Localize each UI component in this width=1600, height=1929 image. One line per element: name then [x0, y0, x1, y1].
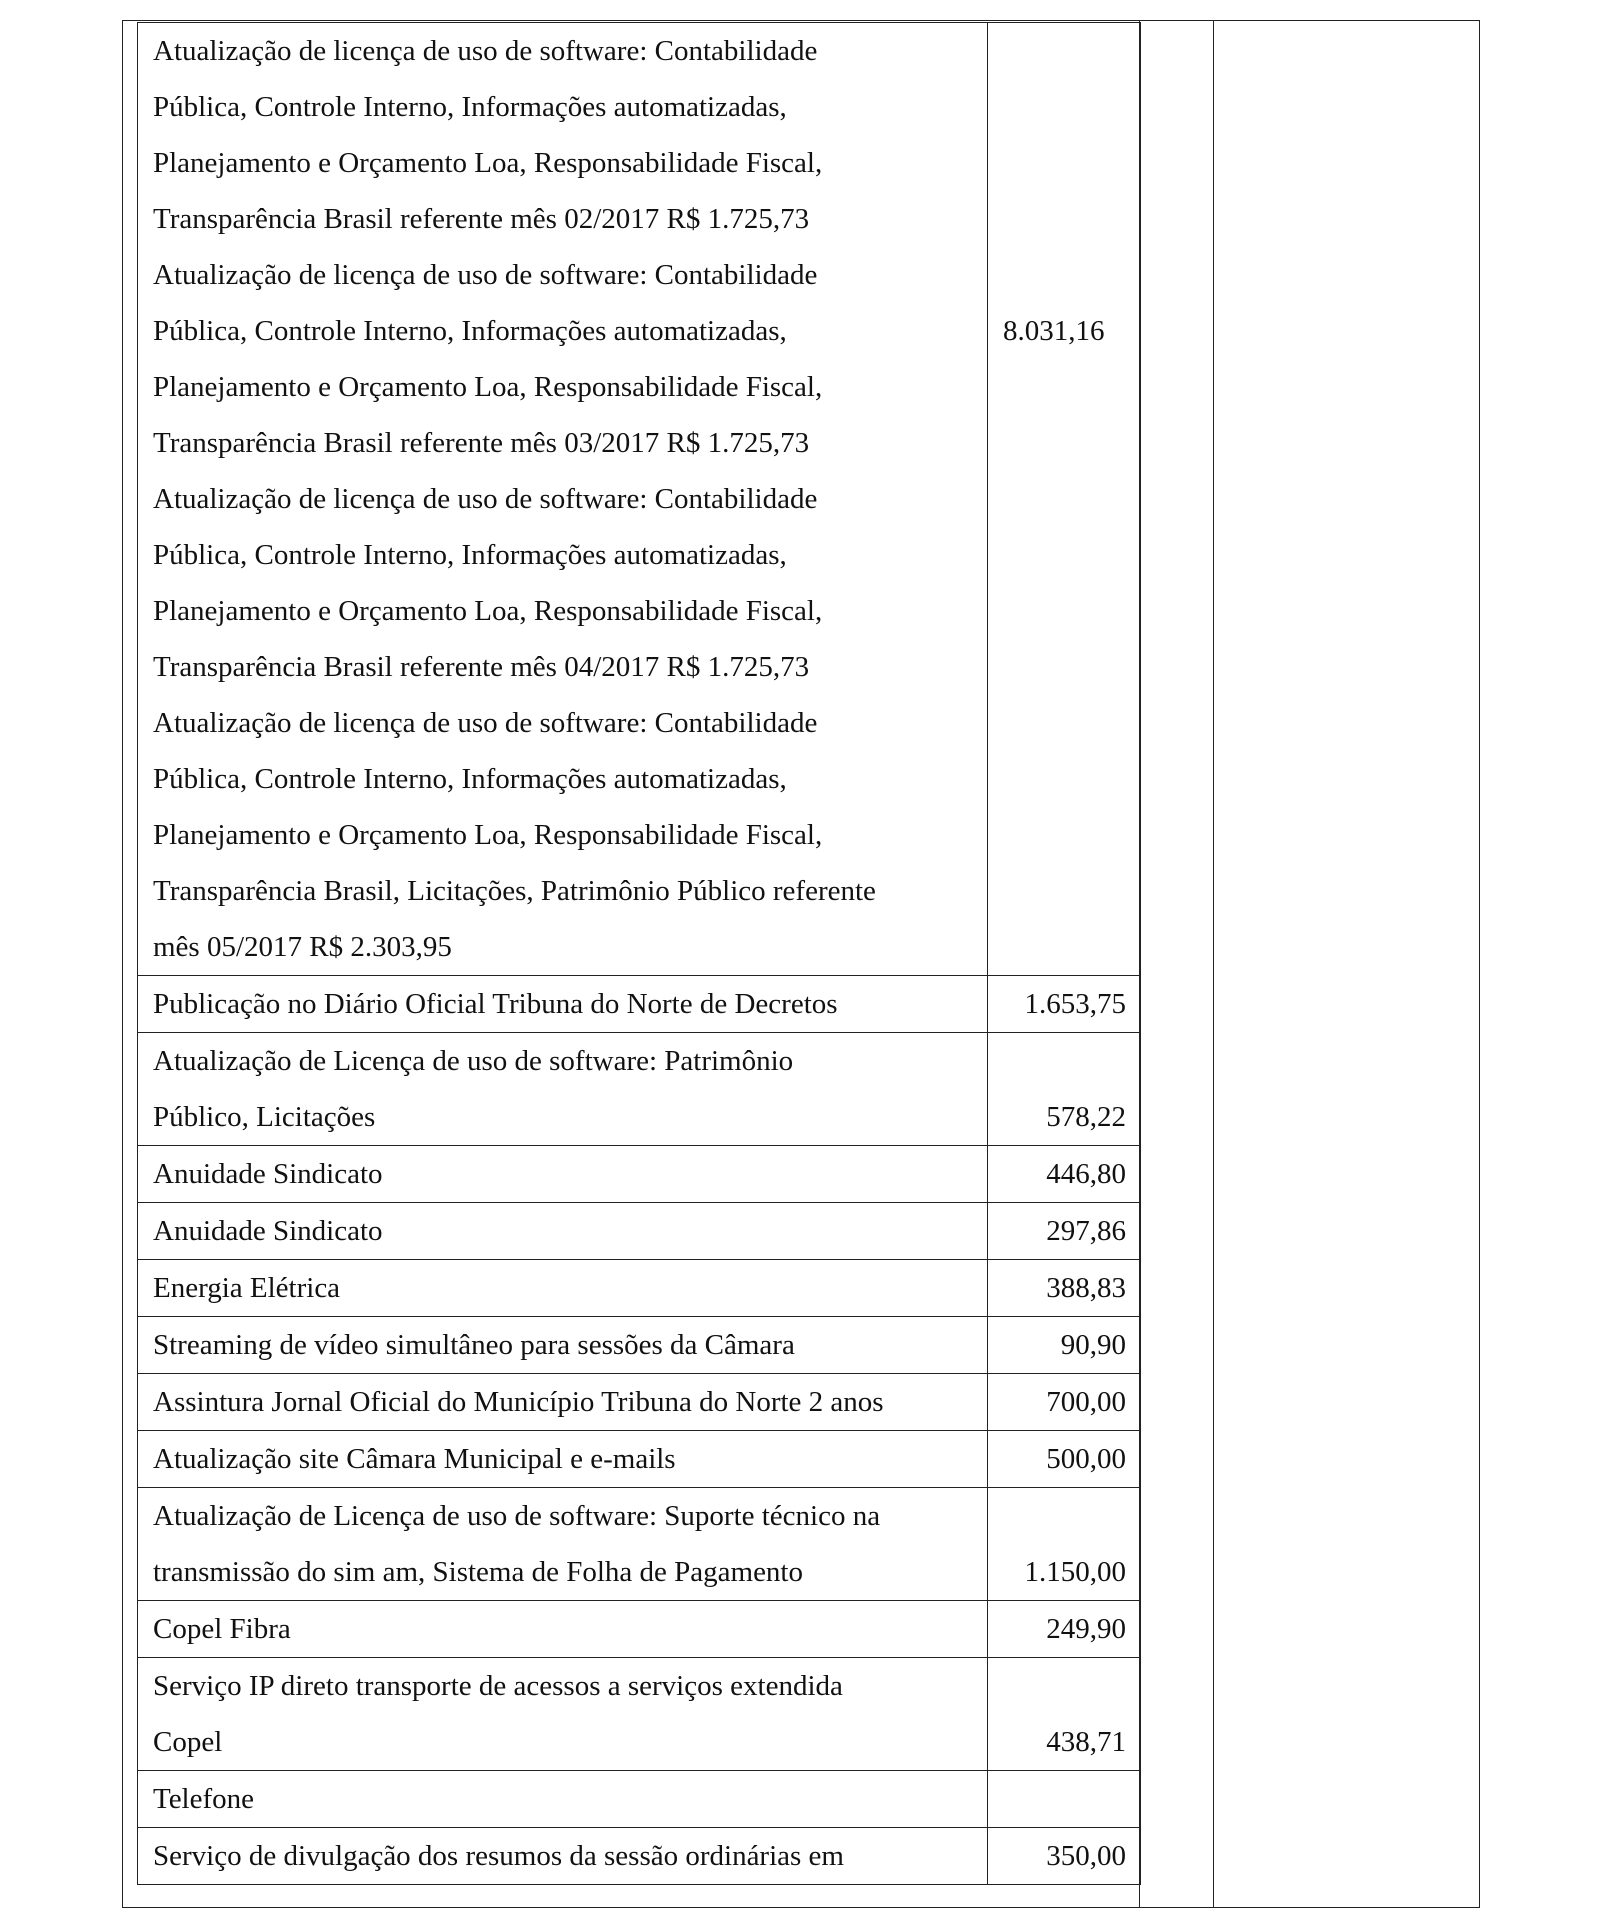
- description-line: Pública, Controle Interno, Informações automatizadas,: [153, 315, 787, 347]
- row-value: 578,22: [988, 1033, 1141, 1146]
- row-description: [138, 1431, 988, 1488]
- table-row: [138, 976, 1141, 1033]
- row-description: [138, 23, 988, 976]
- expense-table: [137, 22, 1141, 1885]
- description-line: Transparência Brasil, Licitações, Patrimônio Público referente: [153, 875, 876, 907]
- row-value: 446,80: [988, 1146, 1141, 1203]
- table-row: [138, 1601, 1141, 1658]
- table-row: [138, 1658, 1141, 1771]
- description-line: Planejamento e Orçamento Loa, Responsabilidade Fiscal,: [153, 371, 823, 403]
- description-line: Anuidade Sindicato: [153, 1158, 383, 1190]
- description-line: transmissão do sim am, Sistema de Folha de Pagamento: [153, 1556, 803, 1588]
- description-line: Atualização de licença de uso de software: Contabilidade: [153, 259, 818, 291]
- description-line: Copel: [153, 1726, 223, 1758]
- description-line: Transparência Brasil referente mês 02/2017 R$ 1.725,73: [153, 203, 810, 235]
- row-description: [138, 1317, 988, 1374]
- row-value: 297,86: [988, 1203, 1141, 1260]
- description-line: Atualização site Câmara Municipal e e-mails: [153, 1443, 676, 1475]
- row-value: 500,00: [988, 1431, 1141, 1488]
- description-line: Serviço IP direto transporte de acessos a serviços extendida: [153, 1670, 843, 1702]
- row-description: [138, 1260, 988, 1317]
- column-divider: [1213, 20, 1214, 1908]
- description-line: Energia Elétrica: [153, 1272, 341, 1304]
- row-description: [138, 1488, 988, 1601]
- table-row: [138, 1488, 1141, 1601]
- row-description: [138, 1658, 988, 1771]
- row-description: [138, 1771, 988, 1828]
- description-line: Planejamento e Orçamento Loa, Responsabilidade Fiscal,: [153, 147, 823, 179]
- description-line: Pública, Controle Interno, Informações automatizadas,: [153, 539, 787, 571]
- description-line: Atualização de Licença de uso de software: Suporte técnico na: [153, 1500, 881, 1532]
- row-value: 1.653,75: [988, 976, 1141, 1033]
- row-value: 700,00: [988, 1374, 1141, 1431]
- description-line: Publicação no Diário Oficial Tribuna do Norte de Decretos: [153, 988, 838, 1020]
- table-row: [138, 1260, 1141, 1317]
- table-row: [138, 1317, 1141, 1374]
- table-row: [138, 1203, 1141, 1260]
- table-row: [138, 1374, 1141, 1431]
- description-line: Atualização de licença de uso de software: Contabilidade: [153, 707, 818, 739]
- row-description: [138, 1146, 988, 1203]
- description-line: Copel Fibra: [153, 1613, 291, 1645]
- description-line: mês 05/2017 R$ 2.303,95: [153, 931, 452, 963]
- description-line: Atualização de licença de uso de software: Contabilidade: [153, 35, 818, 67]
- row-description: [138, 1828, 988, 1885]
- expense-table-body: [138, 23, 1141, 1885]
- row-description: [138, 1203, 988, 1260]
- table-row: [138, 1146, 1141, 1203]
- row-value: 438,71: [988, 1658, 1141, 1771]
- row-description: [138, 1033, 988, 1146]
- description-line: Planejamento e Orçamento Loa, Responsabilidade Fiscal,: [153, 819, 823, 851]
- row-value: 1.150,00: [988, 1488, 1141, 1601]
- description-line: Pública, Controle Interno, Informações automatizadas,: [153, 91, 787, 123]
- description-line: Transparência Brasil referente mês 04/2017 R$ 1.725,73: [153, 651, 810, 683]
- description-line: Pública, Controle Interno, Informações automatizadas,: [153, 763, 787, 795]
- row-description: [138, 1601, 988, 1658]
- row-value: [988, 1771, 1141, 1828]
- row-value: 90,90: [988, 1317, 1141, 1374]
- table-row: [138, 1431, 1141, 1488]
- description-line: Telefone: [153, 1783, 255, 1815]
- row-description: [138, 976, 988, 1033]
- row-value: 388,83: [988, 1260, 1141, 1317]
- row-value: 8.031,16: [988, 23, 1141, 976]
- table-row: [138, 1771, 1141, 1828]
- description-line: Transparência Brasil referente mês 03/2017 R$ 1.725,73: [153, 427, 810, 459]
- table-row: [138, 1828, 1141, 1885]
- description-line: Assintura Jornal Oficial do Município Tribuna do Norte 2 anos: [153, 1386, 884, 1418]
- description-line: Público, Licitações: [153, 1101, 376, 1133]
- description-line: Atualização de Licença de uso de software: Patrimônio: [153, 1045, 794, 1077]
- row-value: 350,00: [988, 1828, 1141, 1885]
- description-line: Atualização de licença de uso de software: Contabilidade: [153, 483, 818, 515]
- description-line: Anuidade Sindicato: [153, 1215, 383, 1247]
- description-line: Serviço de divulgação dos resumos da sessão ordinárias em: [153, 1840, 844, 1872]
- row-description: [138, 1374, 988, 1431]
- description-line: Planejamento e Orçamento Loa, Responsabilidade Fiscal,: [153, 595, 823, 627]
- row-value: 249,90: [988, 1601, 1141, 1658]
- table-row: [138, 1033, 1141, 1146]
- table-row: [138, 23, 1141, 976]
- description-line: Streaming de vídeo simultâneo para sessões da Câmara: [153, 1329, 795, 1361]
